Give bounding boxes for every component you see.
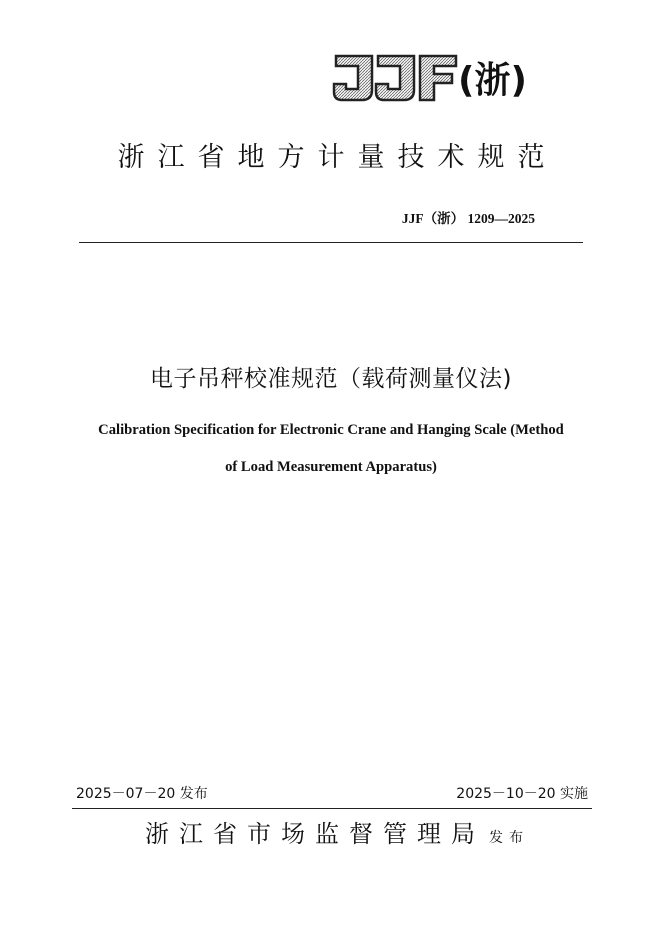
publisher-line <box>145 816 529 856</box>
effective-date: 2025－10－20 实施 <box>456 786 588 802</box>
document-title-english <box>60 412 602 486</box>
logo-province-text: (浙) <box>458 60 527 101</box>
title-english-line-2: of Load Measurement Apparatus) <box>225 459 437 475</box>
jjf-logo <box>332 52 552 104</box>
series-title: 浙江省地方计量技术规范 <box>117 142 558 173</box>
issue-date: 2025－07－20 发布 <box>76 786 208 802</box>
publisher-name: 浙江省市场监督管理局 <box>145 820 485 848</box>
title-english-line-1: Calibration Specification for Electronic Crane and Hanging Scale (Method <box>98 422 564 438</box>
document-title-chinese: 电子吊秤校准规范（载荷测量仪法) <box>150 366 512 392</box>
top-divider <box>79 242 583 243</box>
document-number: JJF（浙） 1209—2025 <box>401 211 535 226</box>
jjf-logo-graphic <box>332 52 552 104</box>
dates-row <box>76 783 588 805</box>
bottom-divider <box>72 808 592 809</box>
publish-word: 发布 <box>489 830 529 846</box>
